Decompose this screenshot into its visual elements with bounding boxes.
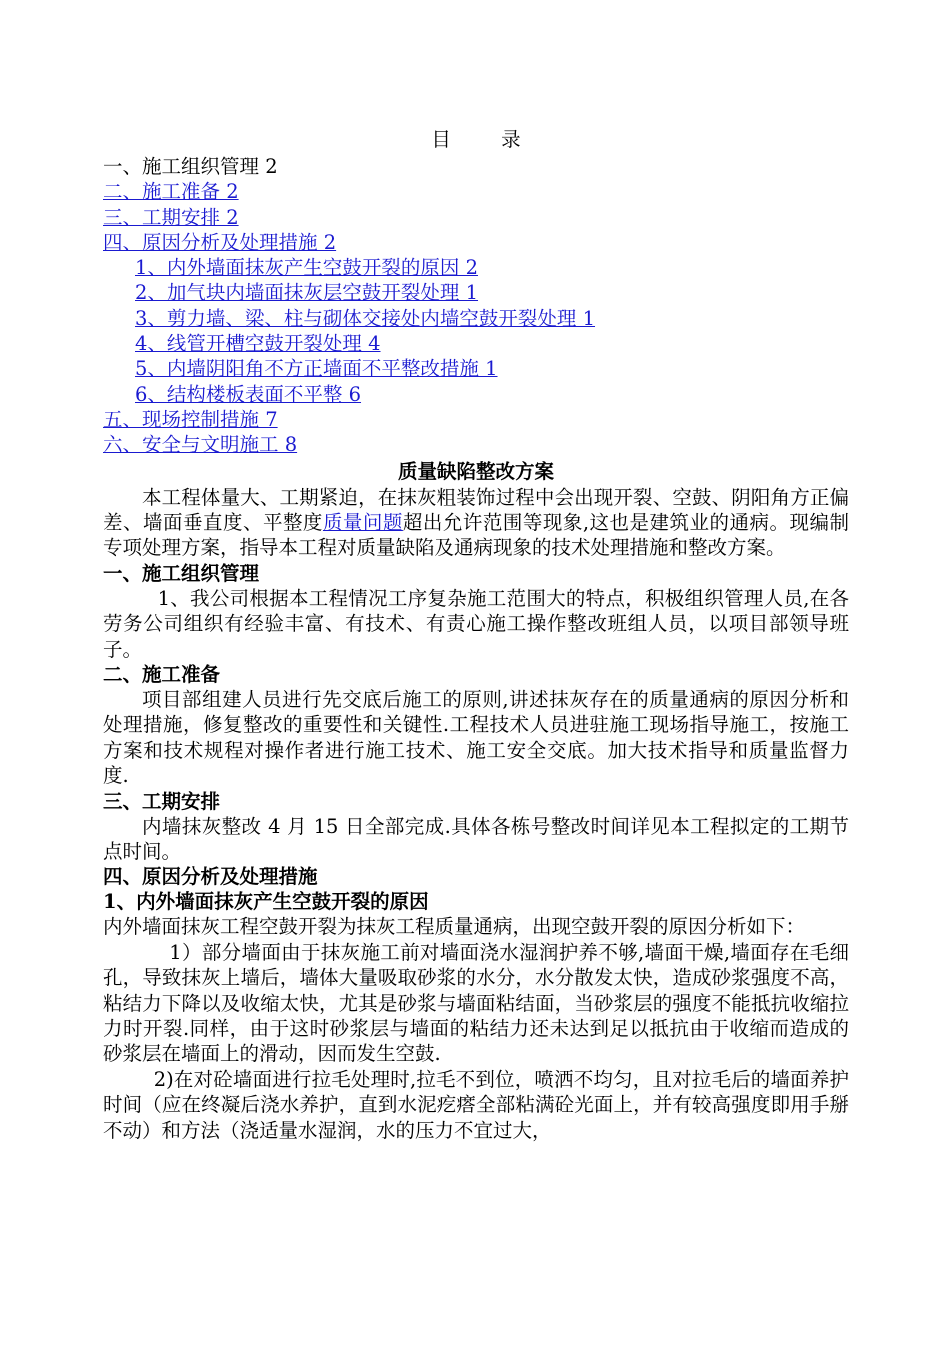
toc-entry-text: 一、施工组织管理 2 xyxy=(103,155,278,178)
section-2-paragraph: 项目部组建人员进行先交底后施工的原则,讲述抹灰存在的质量通病的原因分析和处理措施，修复整改的重要性和关键性.工程技术人员进驻施工现场指导施工，按施工方案和技术规程对操作者进行施工技术、施工安全交底。加大技术指导和质量监督力度. xyxy=(103,688,849,788)
toc-entry[interactable] xyxy=(103,331,849,356)
toc-entry-link[interactable]: 五、现场控制措施 7 xyxy=(103,407,278,431)
toc-entry-link[interactable]: 六、安全与文明施工 8 xyxy=(103,433,298,457)
toc-entry[interactable] xyxy=(103,179,849,204)
subsection-heading-4-1: 1、内外墙面抹灰产生空鼓开裂的原因 xyxy=(103,890,429,914)
subsection-4-1-intro: 内外墙面抹灰工程空鼓开裂为抹灰工程质量通病，出现空鼓开裂的原因分析如下： xyxy=(103,915,806,939)
quality-issue-link[interactable]: 质量问题 xyxy=(322,510,403,534)
toc-entry[interactable] xyxy=(103,205,849,230)
toc-entry-link[interactable]: 3、剪力墙、梁、柱与砌体交接处内墙空鼓开裂处理 1 xyxy=(135,306,596,330)
document-title: 质量缺陷整改方案 xyxy=(397,459,554,483)
document-page xyxy=(103,126,849,1143)
toc-entry[interactable] xyxy=(103,432,849,457)
toc-entry[interactable] xyxy=(103,230,849,255)
section-heading-2: 二、施工准备 xyxy=(103,663,221,686)
toc-entry-link[interactable]: 1、内外墙面抹灰产生空鼓开裂的原因 2 xyxy=(135,256,479,280)
section-3-paragraph: 内墙抹灰整改 4 月 15 日全部完成.具体各栋号整改时间详见本工程拟定的工期节点时间。 xyxy=(103,814,849,864)
subsection-4-1-point-2: 2)在对砼墙面进行拉毛处理时,拉毛不到位，喷洒不均匀，且对拉毛后的墙面养护时间（应在终凝后浇水养护，直到水泥疙瘩全部粘满砼光面上，并有较高强度即用手掰不动）和方法（浇适量水湿润，水的压力不宜过大， xyxy=(103,1067,849,1142)
toc-entry-link[interactable]: 2、加气块内墙面抹灰层空鼓开裂处理 1 xyxy=(135,281,479,305)
toc-title: 目 录 xyxy=(431,128,543,151)
toc-list xyxy=(103,154,849,458)
section-heading-1: 一、施工组织管理 xyxy=(103,561,260,585)
subsection-4-1-point-1: 1）部分墙面由于抹灰施工前对墙面浇水湿润护养不够,墙面干燥,墙面存在毛细孔，导致抹灰上墙后，墙体大量吸取砂浆的水分，水分散发太快，造成砂浆强度不高，粘结力下降以及收缩太快，尤其是砂浆与墙面粘结面，当砂浆层的强度不能抵抗收缩拉力时开裂.同样，由于这时砂浆层与墙面的粘结力还未达到足以抵抗由于收缩而造成的砂浆层在墙面上的滑动，因而发生空鼓. xyxy=(103,940,849,1066)
toc-entry-link[interactable]: 三、工期安排 2 xyxy=(103,205,239,229)
toc-entry-link[interactable]: 二、施工准备 2 xyxy=(103,180,239,204)
toc-entry[interactable] xyxy=(103,255,849,280)
toc-entry-link[interactable]: 4、线管开槽空鼓开裂处理 4 xyxy=(135,332,381,356)
intro-paragraph: 本工程体量大、工期紧迫，在抹灰粗装饰过程中会出现开裂、空鼓、阴阳角方正偏差、墙面垂直度、平整度质量问题超出允许范围等现象,这也是建筑业的通病。现编制专项处理方案，指导本工程对质量缺陷及通病现象的技术处理措施和整改方案。 xyxy=(103,485,849,560)
section-heading-3: 三、工期安排 xyxy=(103,789,221,813)
section-heading-4: 四、原因分析及处理措施 xyxy=(103,865,318,889)
toc-entry[interactable] xyxy=(103,382,849,407)
toc-entry xyxy=(103,154,849,179)
toc-entry-link[interactable]: 6、结构楼板表面不平整 6 xyxy=(135,382,362,406)
toc-entry-link[interactable]: 5、内墙阴阳角不方正墙面不平整改措施 1 xyxy=(135,357,498,381)
toc-entry[interactable] xyxy=(103,356,849,381)
toc-entry[interactable] xyxy=(103,407,849,432)
section-1-paragraph: 1、我公司根据本工程情况工序复杂施工范围大的特点，积极组织管理人员,在各劳务公司组织有经验丰富、有技术、有责心施工操作整改班组人员，以项目部领导班子。 xyxy=(103,586,849,661)
toc-entry[interactable] xyxy=(103,306,849,331)
toc-entry-link[interactable]: 四、原因分析及处理措施 2 xyxy=(103,230,337,254)
toc-entry[interactable] xyxy=(103,280,849,305)
